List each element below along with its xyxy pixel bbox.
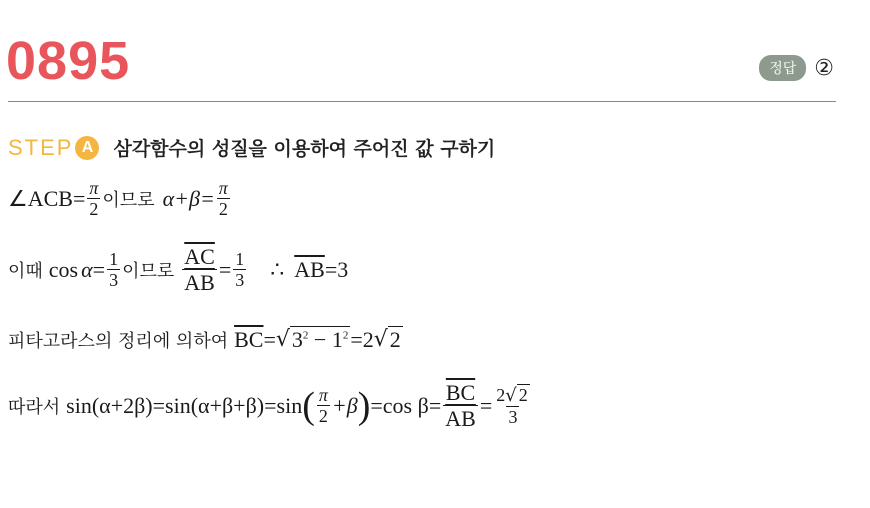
minus: − <box>313 327 327 352</box>
fraction-pi-over-2 <box>217 178 230 219</box>
denominator: 2 <box>318 406 328 426</box>
numerator: $\overline{BC}$ <box>445 380 476 405</box>
text-ittae: 이때 <box>8 260 43 282</box>
radicand: 2 <box>389 327 401 352</box>
equals: = <box>428 392 442 418</box>
step-label: STEP <box>8 134 74 160</box>
solution-line-2 <box>8 244 348 295</box>
equals: = <box>370 392 383 418</box>
segment-ab: $\overline{AB}$ <box>294 256 325 282</box>
numerator: 1 <box>235 249 245 269</box>
fraction-one-third <box>107 249 120 290</box>
equals: = <box>152 392 166 418</box>
coefficient: 2 <box>496 384 506 405</box>
text-pythagoras: 피타고라스의 정리에 의하여 <box>8 330 229 352</box>
right-paren: ) <box>357 384 371 427</box>
sin-alpha-2beta: sin(α+2β) <box>66 392 153 418</box>
numerator <box>494 385 531 406</box>
equals: = <box>264 392 277 418</box>
sin-alpha-beta-beta: sin(α+β+β) <box>165 392 265 418</box>
fraction-pi-over-2 <box>87 178 100 219</box>
radicand: 2 <box>518 384 528 405</box>
angle-acb: ∠ACB <box>8 185 73 211</box>
equals-two: =2 <box>350 326 374 352</box>
numerator: 1 <box>109 249 119 269</box>
text-ttaraseo: 따라서 <box>8 396 61 418</box>
left-paren: ( <box>302 384 315 427</box>
equals: = <box>218 256 232 282</box>
exponent: 2 <box>302 329 309 342</box>
ab-result: =3 <box>324 256 349 282</box>
text-imeuro: 이므로 <box>122 260 175 282</box>
radicand <box>290 326 350 353</box>
base-1: 1 <box>331 327 343 352</box>
step-title: 삼각함수의 성질을 이용하여 주어진 값 구하기 <box>113 138 496 160</box>
text-imeuro: 이므로 <box>102 189 155 211</box>
alpha: α <box>81 256 93 282</box>
sqrt-symbol: √ <box>505 384 517 406</box>
denominator: 2 <box>218 199 228 219</box>
numerator: π <box>89 178 99 198</box>
sqrt-symbol: √ <box>373 327 388 352</box>
cos-label: cos <box>48 256 79 282</box>
header-divider <box>8 101 836 102</box>
fraction-bc-over-ab <box>443 380 478 431</box>
numerator: $\overline{AC}$ <box>184 244 215 269</box>
fraction-2sqrt2-over-3 <box>494 385 531 427</box>
denominator: AB <box>184 270 215 295</box>
answer-area <box>759 55 834 81</box>
alpha-plus-beta: α+β= <box>162 185 215 211</box>
answer-badge: 정답 <box>759 55 806 81</box>
fraction-ac-over-ab <box>182 244 217 295</box>
equals: = <box>72 185 86 211</box>
sin-label: sin <box>276 392 303 418</box>
fraction-pi-over-2 <box>317 385 330 426</box>
step-marker-icon: A <box>75 136 99 160</box>
denominator: AB <box>445 406 476 431</box>
equals: = <box>479 392 493 418</box>
segment-bc: $\overline{BC}$ <box>234 326 264 352</box>
solution-line-4 <box>8 380 534 431</box>
numerator: π <box>318 385 328 405</box>
answer-value: ② <box>814 55 834 81</box>
step-heading <box>8 134 495 161</box>
equals: = <box>92 256 106 282</box>
numerator: π <box>218 178 228 198</box>
plus-beta: +β <box>331 392 358 418</box>
exponent: 2 <box>342 329 349 342</box>
cos-beta: cos β <box>382 392 429 418</box>
problem-number: 0895 <box>6 31 131 91</box>
denominator: 2 <box>89 199 99 219</box>
base-3: 3 <box>291 327 303 352</box>
denominator: 3 <box>109 270 119 290</box>
solution-line-1 <box>8 178 232 219</box>
sqrt-symbol: √ <box>275 327 290 352</box>
denominator: 3 <box>508 406 518 427</box>
solution-line-3 <box>8 326 403 353</box>
fraction-one-third <box>233 249 246 290</box>
therefore-symbol: ∴ <box>270 256 285 282</box>
denominator: 3 <box>235 270 245 290</box>
equals: = <box>263 326 276 352</box>
